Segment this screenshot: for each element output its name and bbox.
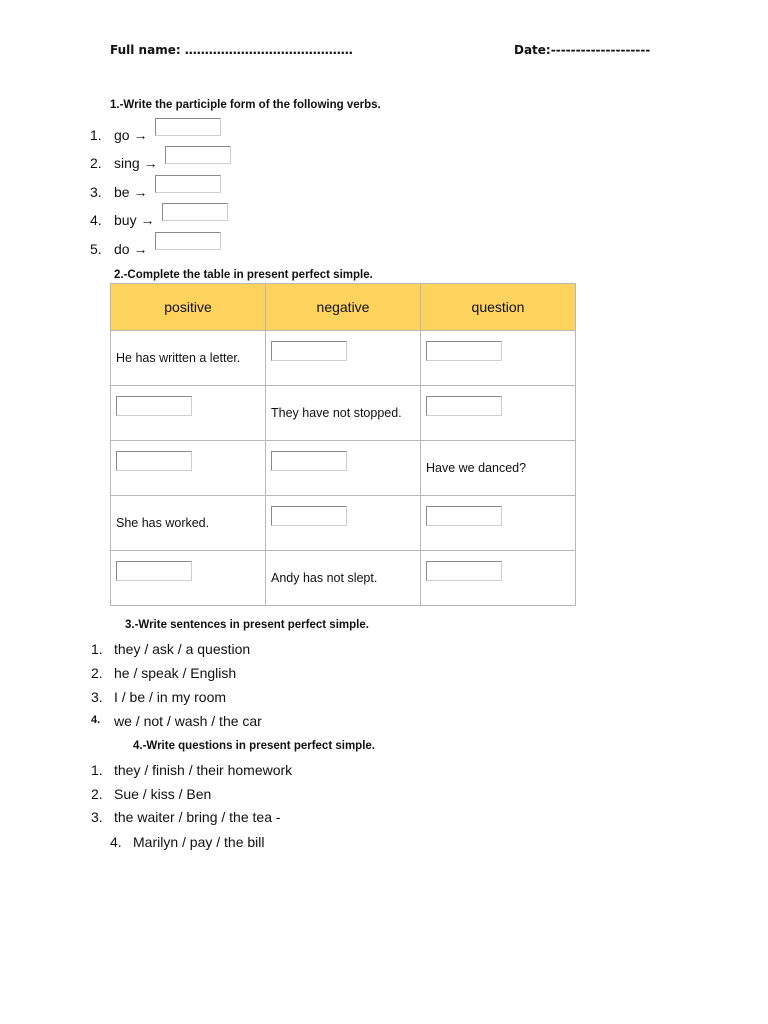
table-cell bbox=[421, 551, 576, 606]
cell-text: Andy has not slept. bbox=[271, 571, 378, 585]
table-cell bbox=[421, 496, 576, 551]
verb-label: buy → bbox=[114, 212, 155, 228]
cell-text: They have not stopped. bbox=[271, 406, 402, 420]
verb-label: be → bbox=[114, 184, 148, 200]
list-number: 1. bbox=[90, 127, 102, 143]
participle-input-be[interactable] bbox=[155, 175, 221, 193]
list-number: 4. bbox=[110, 834, 122, 850]
list-number: 2. bbox=[91, 786, 103, 802]
list-number: 4. bbox=[90, 212, 102, 228]
list-item: he / speak / English bbox=[114, 665, 237, 681]
table-cell bbox=[266, 441, 421, 496]
cell-text: She has worked. bbox=[116, 516, 210, 530]
section1-title: 1.-Write the participle form of the following verbs. bbox=[110, 99, 381, 111]
list-item: they / ask / a question bbox=[114, 641, 251, 657]
answer-input[interactable] bbox=[426, 561, 502, 581]
verb-label: do → bbox=[114, 241, 148, 257]
list-number: 4. bbox=[91, 714, 101, 726]
cell-text: He has written a letter. bbox=[116, 351, 241, 365]
list-number: 3. bbox=[90, 184, 102, 200]
full-name-label: Full name: …………………………………… bbox=[110, 43, 353, 57]
table-row bbox=[111, 551, 576, 606]
answer-input[interactable] bbox=[271, 341, 347, 361]
date-label: Date:-------------------- bbox=[514, 43, 651, 57]
list-item: the waiter / bring / the tea - bbox=[114, 809, 281, 825]
list-item: we / not / wash / the car bbox=[114, 713, 262, 729]
table-cell bbox=[421, 386, 576, 441]
table-cell bbox=[111, 551, 266, 606]
table-row bbox=[111, 331, 576, 386]
list-number: 1. bbox=[91, 762, 103, 778]
column-header-positive: positive bbox=[111, 284, 266, 331]
list-item: Sue / kiss / Ben bbox=[114, 786, 212, 802]
table-cell bbox=[111, 496, 266, 551]
table-cell bbox=[266, 496, 421, 551]
verb-label: sing → bbox=[114, 155, 158, 171]
cell-text: Have we danced? bbox=[426, 461, 527, 475]
column-header-negative: negative bbox=[266, 284, 421, 331]
section4-title: 4.-Write questions in present perfect simple. bbox=[133, 740, 375, 752]
table-cell bbox=[266, 331, 421, 386]
answer-input[interactable] bbox=[426, 396, 502, 416]
participle-input-sing[interactable] bbox=[165, 146, 231, 164]
section2-title: 2.-Complete the table in present perfect simple. bbox=[114, 269, 373, 281]
list-item: Marilyn / pay / the bill bbox=[133, 834, 265, 850]
list-item: they / finish / their homework bbox=[114, 762, 293, 778]
list-number: 3. bbox=[91, 689, 103, 705]
table-cell bbox=[111, 386, 266, 441]
answer-input[interactable] bbox=[426, 506, 502, 526]
table-cell bbox=[266, 551, 421, 606]
table-cell bbox=[111, 331, 266, 386]
section3-title: 3.-Write sentences in present perfect simple. bbox=[125, 619, 369, 631]
table-row bbox=[111, 441, 576, 496]
participle-input-do[interactable] bbox=[155, 232, 221, 250]
answer-input[interactable] bbox=[426, 341, 502, 361]
answer-input[interactable] bbox=[116, 396, 192, 416]
table-row bbox=[111, 386, 576, 441]
table-row bbox=[111, 496, 576, 551]
participle-input-buy[interactable] bbox=[162, 203, 228, 221]
list-number: 1. bbox=[91, 641, 103, 657]
present-perfect-table bbox=[110, 283, 576, 606]
verb-label: go → bbox=[114, 127, 148, 143]
answer-input[interactable] bbox=[271, 451, 347, 471]
column-header-question: question bbox=[421, 284, 576, 331]
table-cell bbox=[421, 331, 576, 386]
list-item: I / be / in my room bbox=[114, 689, 227, 705]
list-number: 5. bbox=[90, 241, 102, 257]
table-cell bbox=[421, 441, 576, 496]
list-number: 2. bbox=[90, 155, 102, 171]
answer-input[interactable] bbox=[271, 506, 347, 526]
table-cell bbox=[266, 386, 421, 441]
list-number: 3. bbox=[91, 809, 103, 825]
list-number: 2. bbox=[91, 665, 103, 681]
answer-input[interactable] bbox=[116, 451, 192, 471]
participle-input-go[interactable] bbox=[155, 118, 221, 136]
answer-input[interactable] bbox=[116, 561, 192, 581]
table-cell bbox=[111, 441, 266, 496]
table-header-row bbox=[111, 284, 576, 331]
